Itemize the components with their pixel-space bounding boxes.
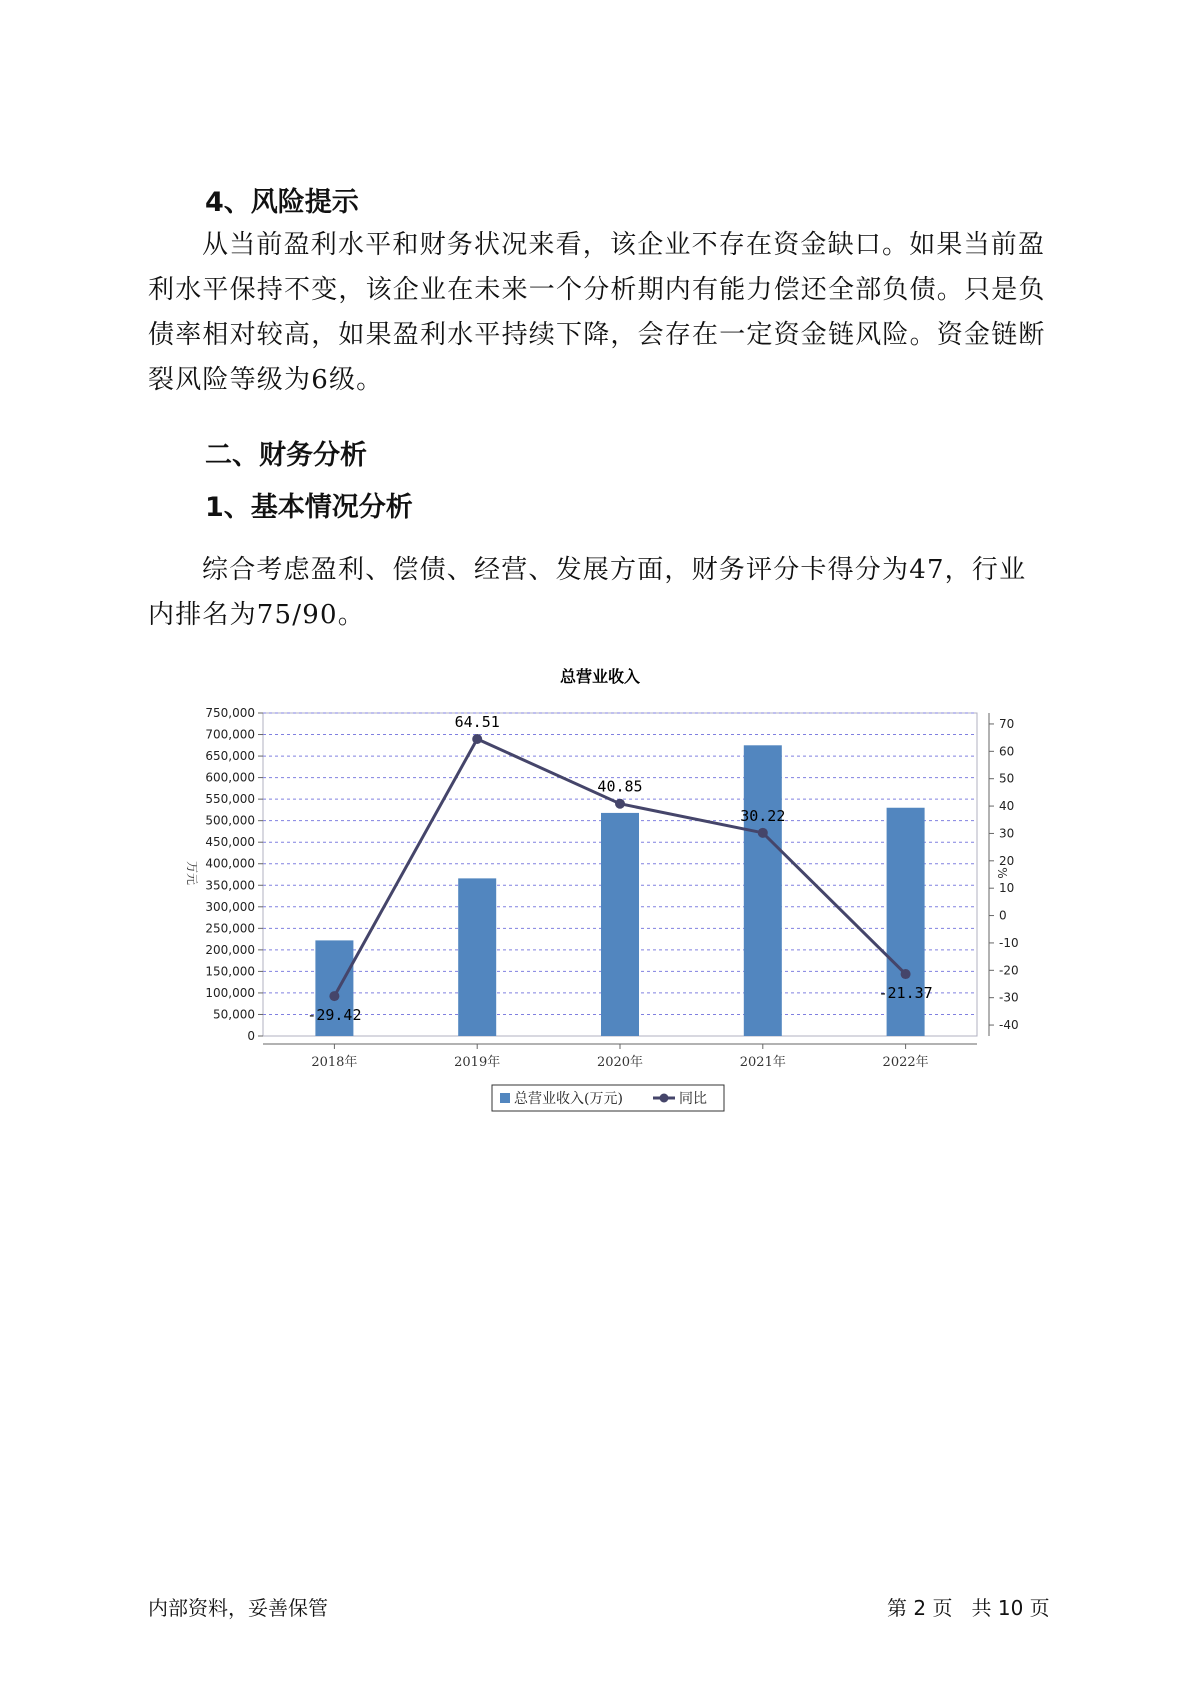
legend-bar-label: 总营业收入(万元) <box>514 1091 623 1107</box>
y-tick-label: 650,000 <box>205 749 255 764</box>
y-tick-label: 450,000 <box>205 835 255 850</box>
y2-tick-label: -10 <box>999 935 1019 950</box>
revenue-bar <box>601 813 639 1036</box>
yoy-data-label: 40.85 <box>597 777 643 796</box>
risk-paragraph: 从当前盈利水平和财务状况来看，该企业不存在资金缺口。如果当前盈利水平保持不变，该企业在未来一个分析期内有能力偿还全部负债。只是负债率相对较高，如果盈利水平持续下降，会存在一定资金链风险。资金链断裂风险等级为6级。 <box>148 230 1046 395</box>
yoy-point <box>615 799 625 809</box>
y-tick-label: 700,000 <box>205 727 255 742</box>
revenue-chart <box>170 655 1019 1125</box>
x-tick-label: 2021年 <box>739 1055 786 1070</box>
x-tick-label: 2022年 <box>882 1055 929 1070</box>
y-tick-label: 300,000 <box>205 899 255 914</box>
section-heading-risk: 4、风险提示 <box>205 187 359 218</box>
y-tick-label: 0 <box>247 1029 255 1043</box>
yoy-point <box>901 969 911 979</box>
y-tick-label: 100,000 <box>205 985 255 1000</box>
y-tick-label: 500,000 <box>205 813 255 828</box>
revenue-bar <box>744 745 782 1036</box>
y2-tick-label: 70 <box>999 716 1015 731</box>
footer-page-number: 第 2 页 共 10 页 <box>887 1596 1050 1620</box>
chart-canvas <box>170 655 1019 1125</box>
x-tick-label: 2019年 <box>454 1055 501 1070</box>
basic-paragraph: 综合考虑盈利、偿债、经营、发展方面，财务评分卡得分为47，行业内排名为75/90。 <box>148 555 1027 630</box>
legend-bar-swatch <box>500 1093 510 1103</box>
y-tick-label: 200,000 <box>205 942 255 957</box>
y2-tick-label: -40 <box>999 1018 1019 1033</box>
chart-legend <box>492 1085 724 1111</box>
y2-tick-label: 40 <box>999 799 1015 814</box>
y-tick-label: 400,000 <box>205 856 255 871</box>
x-tick-label: 2020年 <box>596 1055 644 1070</box>
y-tick-label: 50,000 <box>213 1007 255 1022</box>
yoy-point <box>329 991 339 1001</box>
revenue-bar <box>458 878 496 1036</box>
yoy-data-label: 64.51 <box>454 712 500 731</box>
y2-tick-label: 60 <box>999 744 1015 759</box>
yoy-point <box>758 828 768 838</box>
y-tick-label: 550,000 <box>205 792 255 807</box>
section-heading-finance: 二、财务分析 <box>205 440 367 471</box>
y-tick-label: 150,000 <box>205 964 255 979</box>
y2-tick-label: 30 <box>999 826 1015 841</box>
yoy-point <box>472 734 482 744</box>
x-tick-label: 2018年 <box>311 1055 358 1070</box>
y2-tick-label: 10 <box>999 881 1015 896</box>
y2-tick-label: 20 <box>999 853 1015 868</box>
legend-line-label: 同比 <box>679 1091 707 1107</box>
y2-tick-label: 50 <box>999 771 1015 786</box>
legend-line-marker <box>660 1094 669 1103</box>
y2-tick-label: -30 <box>999 990 1019 1005</box>
y-tick-label: 600,000 <box>205 770 255 785</box>
y-tick-label: 250,000 <box>205 921 255 936</box>
footer-note: 内部资料，妥善保管 <box>148 1596 328 1620</box>
y-axis-label: 万元 <box>185 860 199 886</box>
yoy-data-label: 30.22 <box>740 806 786 825</box>
y-tick-label: 350,000 <box>205 878 255 893</box>
y-tick-label: 750,000 <box>205 706 255 720</box>
section-heading-basic: 1、基本情况分析 <box>205 492 413 523</box>
y2-tick-label: -20 <box>999 963 1019 978</box>
y2-axis-label: % <box>995 867 1009 879</box>
chart-title: 总营业收入 <box>559 667 641 686</box>
yoy-data-label: -29.42 <box>307 1006 362 1025</box>
y2-tick-label: 0 <box>999 908 1007 923</box>
yoy-data-label: -21.37 <box>878 984 933 1003</box>
